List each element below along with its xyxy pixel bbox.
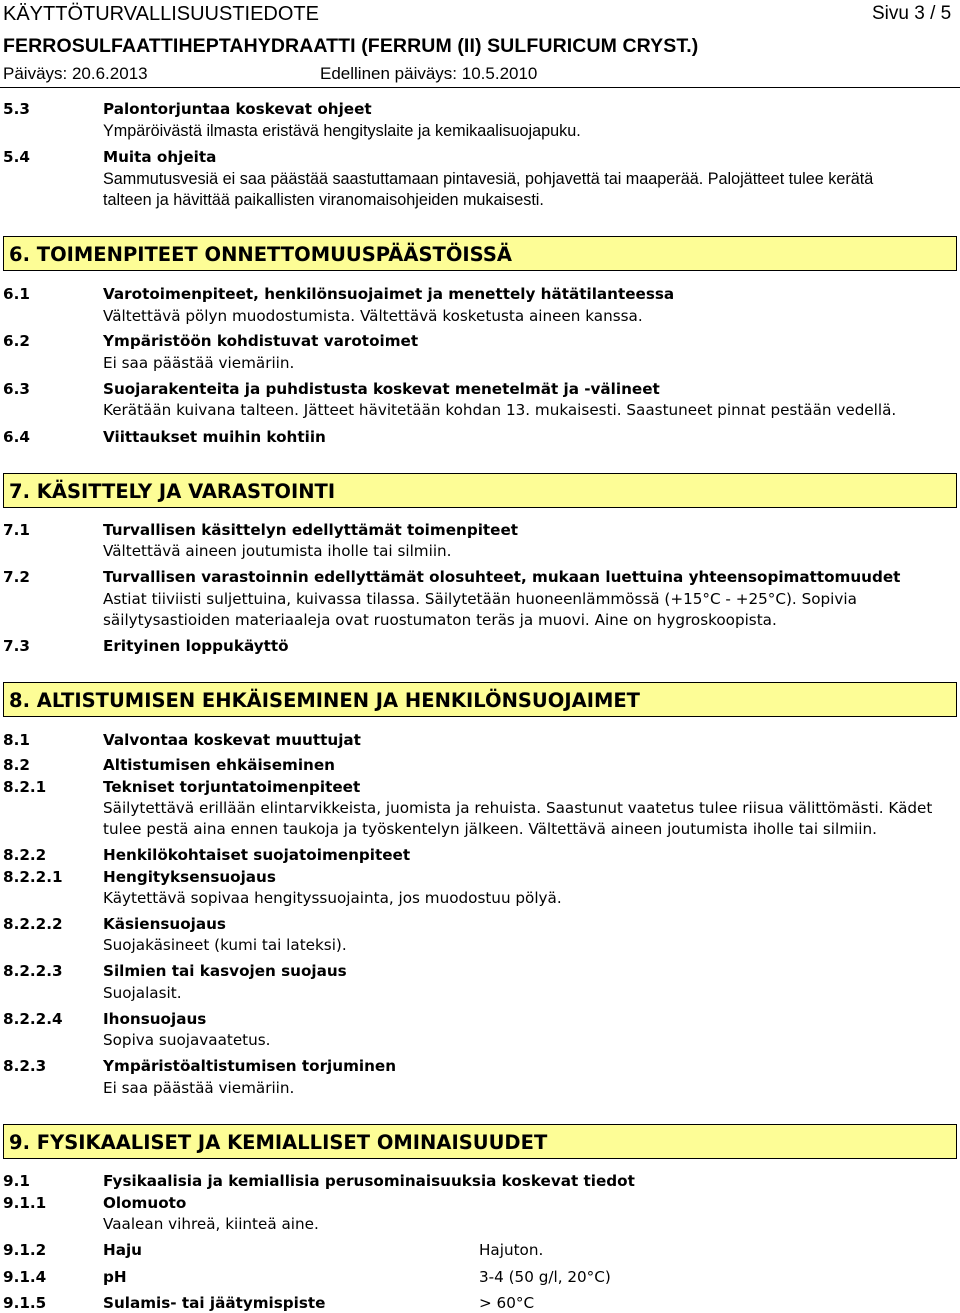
section-number: 8.1 [3, 731, 30, 749]
section-number: 6.2 [3, 332, 30, 350]
subsection-title: Tekniset torjuntatoimenpiteet [103, 778, 361, 796]
subsection-text: Säilytettävä erillään elintarvikkeista, juomista ja rehuista. Saastunut vaatetus tulee riisua välittömästi. Kädet [103, 799, 933, 817]
section-number: 9.1.2 [3, 1241, 47, 1259]
subsection-text: Sammutusvesiä ei saa päästää saastuttamaan pintavesiä, pohjavettä tai maaperää. Palojätteet tulee kerätä [103, 170, 874, 188]
subsection-title: Käsiensuojaus [103, 915, 226, 933]
subsection-text: Vaalean vihreä, kiinteä aine. [103, 1215, 319, 1233]
section-title: 7. KÄSITTELY JA VARASTOINTI [9, 480, 336, 503]
section-number: 8.2.2.2 [3, 915, 63, 933]
subsection-text: Käytettävä sopivaa hengityssuojainta, jos muodostuu pölyä. [103, 889, 562, 907]
section-header-8 [3, 682, 957, 717]
subsection-title: Suojarakenteita ja puhdistusta koskevat menetelmät ja -välineet [103, 380, 660, 398]
previous-date: Edellinen päiväys: 10.5.2010 [320, 64, 538, 83]
section-number: 8.2.2.3 [3, 962, 63, 980]
section-number: 8.2.1 [3, 778, 47, 796]
section-number: 9.1.4 [3, 1268, 47, 1286]
subsection-title: Fysikaalisia ja kemiallisia perusominaisuuksia koskevat tiedot [103, 1172, 635, 1190]
subsection-title: Olomuoto [103, 1194, 187, 1212]
subsection-text: Vältettävä aineen joutumista iholle tai silmiin. [103, 542, 452, 560]
subsection-text: Astiat tiiviisti suljettuina, kuivassa tilassa. Säilytetään huoneenlämmössä (+15°C - +25°C). Sopivia [103, 590, 857, 608]
section-number: 9.1.1 [3, 1194, 47, 1212]
section-title: 6. TOIMENPITEET ONNETTOMUUSPÄÄSTÖISSÄ [9, 243, 512, 266]
subsection-title: Ympäristöön kohdistuvat varotoimet [103, 332, 419, 350]
property-value: 3-4 (50 g/l, 20°C) [479, 1268, 611, 1286]
property-value: Hajuton. [479, 1241, 544, 1259]
section-header-6 [3, 236, 957, 271]
section-number: 5.3 [3, 100, 30, 118]
section-header-9 [3, 1124, 957, 1159]
section-number: 5.4 [3, 148, 30, 166]
subsection-title: Varotoimenpiteet, henkilönsuojaimet ja menettely hätätilanteessa [103, 285, 675, 303]
subsection-title: Henkilökohtaiset suojatoimenpiteet [103, 846, 411, 864]
subsection-text: Kerätään kuivana talteen. Jätteet hävitetään kohdan 13. mukaisesti. Saastuneet pinnat pestään vedellä. [103, 401, 897, 419]
section-number: 6.1 [3, 285, 30, 303]
product-name: FERROSULFAATTIHEPTAHYDRAATTI (FERRUM (II) SULFURICUM CRYST.) [3, 35, 699, 57]
subsection-text: Suojalasit. [103, 984, 182, 1002]
section-number: 9.1.5 [3, 1294, 47, 1312]
section-number: 7.2 [3, 568, 30, 586]
section-number: 7.1 [3, 521, 30, 539]
header-divider [0, 87, 960, 88]
section-number: 8.2.2 [3, 846, 47, 864]
page-number: Sivu 3 / 5 [872, 3, 952, 24]
section-header-7 [3, 473, 957, 508]
section-number: 6.3 [3, 380, 30, 398]
subsection-text: Vältettävä pölyn muodostumista. Vältettävä kosketusta aineen kanssa. [103, 307, 643, 325]
section-number: 8.2.2.4 [3, 1010, 63, 1028]
subsection-text: säilytysastioiden materiaaleja ovat ruostumaton teräs ja muovi. Aine on hygroskoopista. [103, 611, 777, 629]
subsection-title: Muita ohjeita [103, 148, 217, 166]
subsection-title: Silmien tai kasvojen suojaus [103, 962, 347, 980]
subsection-text: Ympäröivästä ilmasta eristävä hengityslaite ja kemikaalisuojapuku. [103, 122, 581, 140]
subsection-title: Altistumisen ehkäiseminen [103, 756, 335, 774]
section-number: 6.4 [3, 428, 30, 446]
section-number: 7.3 [3, 637, 30, 655]
subsection-title: Erityinen loppukäyttö [103, 637, 289, 655]
section-number: 8.2.2.1 [3, 868, 63, 886]
subsection-title: Ympäristöaltistumisen torjuminen [103, 1057, 397, 1075]
section-title: 8. ALTISTUMISEN EHKÄISEMINEN JA HENKILÖNSUOJAIMET [9, 689, 640, 712]
subsection-text: Sopiva suojavaatetus. [103, 1031, 271, 1049]
subsection-title: Ihonsuojaus [103, 1010, 207, 1028]
subsection-title: Valvontaa koskevat muuttujat [103, 731, 361, 749]
issue-date: Päiväys: 20.6.2013 [3, 64, 148, 83]
property-name: Haju [103, 1241, 142, 1259]
subsection-text: tulee pestä aina ennen taukoja ja työskentelyn jälkeen. Vältettävä aineen joutumista iholle tai silmiin. [103, 820, 877, 838]
section-number: 9.1 [3, 1172, 30, 1190]
subsection-text: Suojakäsineet (kumi tai lateksi). [103, 936, 347, 954]
property-name: pH [103, 1268, 127, 1286]
subsection-text: talteen ja hävittää paikallisten viranomaisohjeiden mukaisesti. [103, 191, 544, 209]
subsection-title: Hengityksensuojaus [103, 868, 276, 886]
subsection-text: Ei saa päästää viemäriin. [103, 354, 295, 372]
subsection-title: Palontorjuntaa koskevat ohjeet [103, 100, 372, 118]
section-number: 8.2 [3, 756, 30, 774]
subsection-text: Ei saa päästää viemäriin. [103, 1079, 295, 1097]
property-name: Sulamis- tai jäätymispiste [103, 1294, 326, 1312]
document-title: KÄYTTÖTURVALLISUUSTIEDOTE [3, 3, 319, 25]
property-value: > 60°C [479, 1294, 535, 1312]
subsection-title: Turvallisen käsittelyn edellyttämät toimenpiteet [103, 521, 519, 539]
section-number: 8.2.3 [3, 1057, 47, 1075]
subsection-title: Turvallisen varastoinnin edellyttämät olosuhteet, mukaan luettuina yhteensopimattomuudet [103, 568, 901, 586]
subsection-title: Viittaukset muihin kohtiin [103, 428, 326, 446]
section-title: 9. FYSIKAALISET JA KEMIALLISET OMINAISUUDET [9, 1131, 548, 1154]
